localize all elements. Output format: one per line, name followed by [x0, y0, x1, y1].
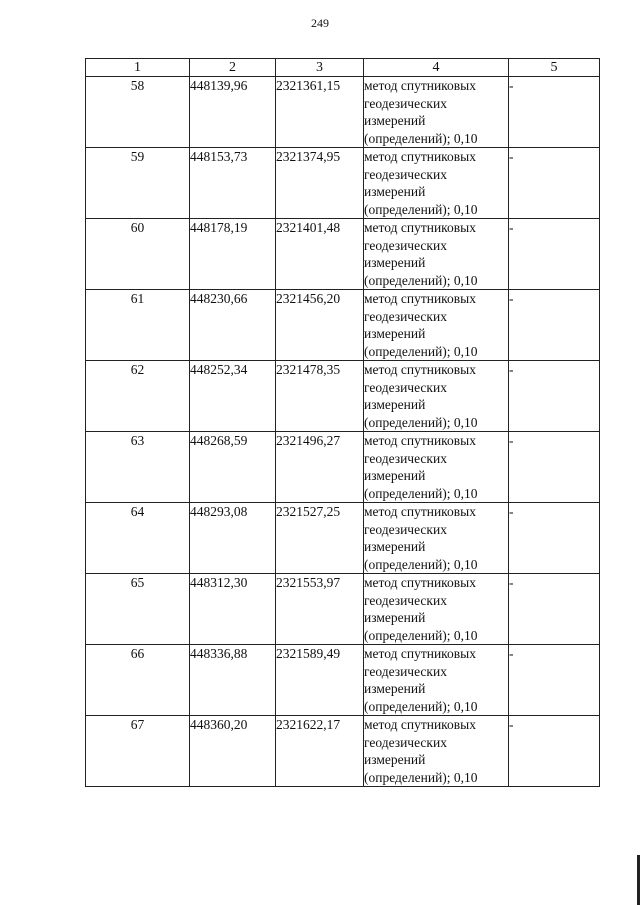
method-cell: [364, 716, 509, 787]
x-coordinate-cell: 448139,96: [190, 77, 276, 148]
method-cell: [364, 77, 509, 148]
method-line: (определений); 0,10: [364, 485, 478, 501]
point-number-cell: 61: [86, 290, 190, 361]
method-line: метод спутниковых: [364, 220, 476, 235]
method-line: геодезических: [364, 166, 447, 182]
table-row: [86, 645, 600, 716]
method-line: (определений); 0,10: [364, 272, 478, 288]
x-coordinate-cell: 448153,73: [190, 148, 276, 219]
note-cell: -: [509, 432, 600, 503]
y-coordinate-cell: 2321401,48: [276, 219, 364, 290]
y-coordinate-cell: 2321496,27: [276, 432, 364, 503]
method-line: геодезических: [364, 308, 447, 324]
page-number: 249: [311, 16, 329, 30]
point-number-cell: 64: [86, 503, 190, 574]
method-line: метод спутниковых: [364, 433, 476, 448]
y-coordinate-cell: 2321589,49: [276, 645, 364, 716]
method-line: метод спутниковых: [364, 78, 476, 93]
method-line: геодезических: [364, 379, 447, 395]
note-cell: -: [509, 77, 600, 148]
note-cell: -: [509, 290, 600, 361]
method-line: измерений: [364, 539, 426, 554]
method-cell: [364, 148, 509, 219]
method-line: (определений); 0,10: [364, 343, 478, 359]
x-coordinate-cell: 448230,66: [190, 290, 276, 361]
table-row: [86, 148, 600, 219]
method-line: измерений: [364, 468, 426, 483]
method-cell: [364, 290, 509, 361]
header-col-1: 1: [86, 59, 190, 77]
note-cell: -: [509, 716, 600, 787]
method-line: метод спутниковых: [364, 646, 476, 661]
method-line: геодезических: [364, 592, 447, 608]
x-coordinate-cell: 448268,59: [190, 432, 276, 503]
table-row: [86, 219, 600, 290]
header-row: [86, 59, 600, 77]
method-cell: [364, 503, 509, 574]
point-number-cell: 67: [86, 716, 190, 787]
method-line: измерений: [364, 681, 426, 696]
table-header: [86, 59, 600, 77]
header-col-2: 2: [190, 59, 276, 77]
method-line: (определений); 0,10: [364, 769, 478, 785]
y-coordinate-cell: 2321361,15: [276, 77, 364, 148]
point-number-cell: 58: [86, 77, 190, 148]
method-cell: [364, 219, 509, 290]
y-coordinate-cell: 2321374,95: [276, 148, 364, 219]
method-cell: [364, 432, 509, 503]
x-coordinate-cell: 448360,20: [190, 716, 276, 787]
method-cell: [364, 574, 509, 645]
table-row: [86, 77, 600, 148]
x-coordinate-cell: 448293,08: [190, 503, 276, 574]
table-row: [86, 716, 600, 787]
method-line: измерений: [364, 752, 426, 767]
point-number-cell: 60: [86, 219, 190, 290]
method-line: (определений); 0,10: [364, 201, 478, 217]
method-line: (определений); 0,10: [364, 698, 478, 714]
method-line: метод спутниковых: [364, 149, 476, 164]
note-cell: -: [509, 219, 600, 290]
point-number-cell: 63: [86, 432, 190, 503]
method-line: (определений); 0,10: [364, 130, 478, 146]
method-cell: [364, 361, 509, 432]
note-cell: -: [509, 503, 600, 574]
header-col-3: 3: [276, 59, 364, 77]
method-line: (определений); 0,10: [364, 556, 478, 572]
y-coordinate-cell: 2321553,97: [276, 574, 364, 645]
method-line: измерений: [364, 255, 426, 270]
table-body: [86, 77, 600, 787]
method-line: измерений: [364, 397, 426, 412]
point-number-cell: 66: [86, 645, 190, 716]
method-line: измерений: [364, 610, 426, 625]
method-line: измерений: [364, 326, 426, 341]
x-coordinate-cell: 448178,19: [190, 219, 276, 290]
note-cell: -: [509, 574, 600, 645]
method-line: геодезических: [364, 663, 447, 679]
point-number-cell: 65: [86, 574, 190, 645]
x-coordinate-cell: 448252,34: [190, 361, 276, 432]
table-row: [86, 503, 600, 574]
x-coordinate-cell: 448312,30: [190, 574, 276, 645]
method-line: метод спутниковых: [364, 291, 476, 306]
note-cell: -: [509, 645, 600, 716]
y-coordinate-cell: 2321622,17: [276, 716, 364, 787]
x-coordinate-cell: 448336,88: [190, 645, 276, 716]
y-coordinate-cell: 2321527,25: [276, 503, 364, 574]
method-line: геодезических: [364, 95, 447, 111]
method-line: измерений: [364, 184, 426, 199]
method-line: метод спутниковых: [364, 504, 476, 519]
coordinates-table: [85, 58, 600, 787]
note-cell: -: [509, 361, 600, 432]
table-row: [86, 361, 600, 432]
method-line: (определений); 0,10: [364, 627, 478, 643]
header-col-5: 5: [509, 59, 600, 77]
point-number-cell: 59: [86, 148, 190, 219]
point-number-cell: 62: [86, 361, 190, 432]
method-line: метод спутниковых: [364, 717, 476, 732]
note-cell: -: [509, 148, 600, 219]
method-line: геодезических: [364, 450, 447, 466]
method-cell: [364, 645, 509, 716]
method-line: (определений); 0,10: [364, 414, 478, 430]
y-coordinate-cell: 2321478,35: [276, 361, 364, 432]
y-coordinate-cell: 2321456,20: [276, 290, 364, 361]
table-row: [86, 432, 600, 503]
method-line: метод спутниковых: [364, 575, 476, 590]
method-line: измерений: [364, 113, 426, 128]
method-line: геодезических: [364, 237, 447, 253]
table-row: [86, 290, 600, 361]
method-line: геодезических: [364, 521, 447, 537]
method-line: геодезических: [364, 734, 447, 750]
method-line: метод спутниковых: [364, 362, 476, 377]
table-row: [86, 574, 600, 645]
header-col-4: 4: [364, 59, 509, 77]
